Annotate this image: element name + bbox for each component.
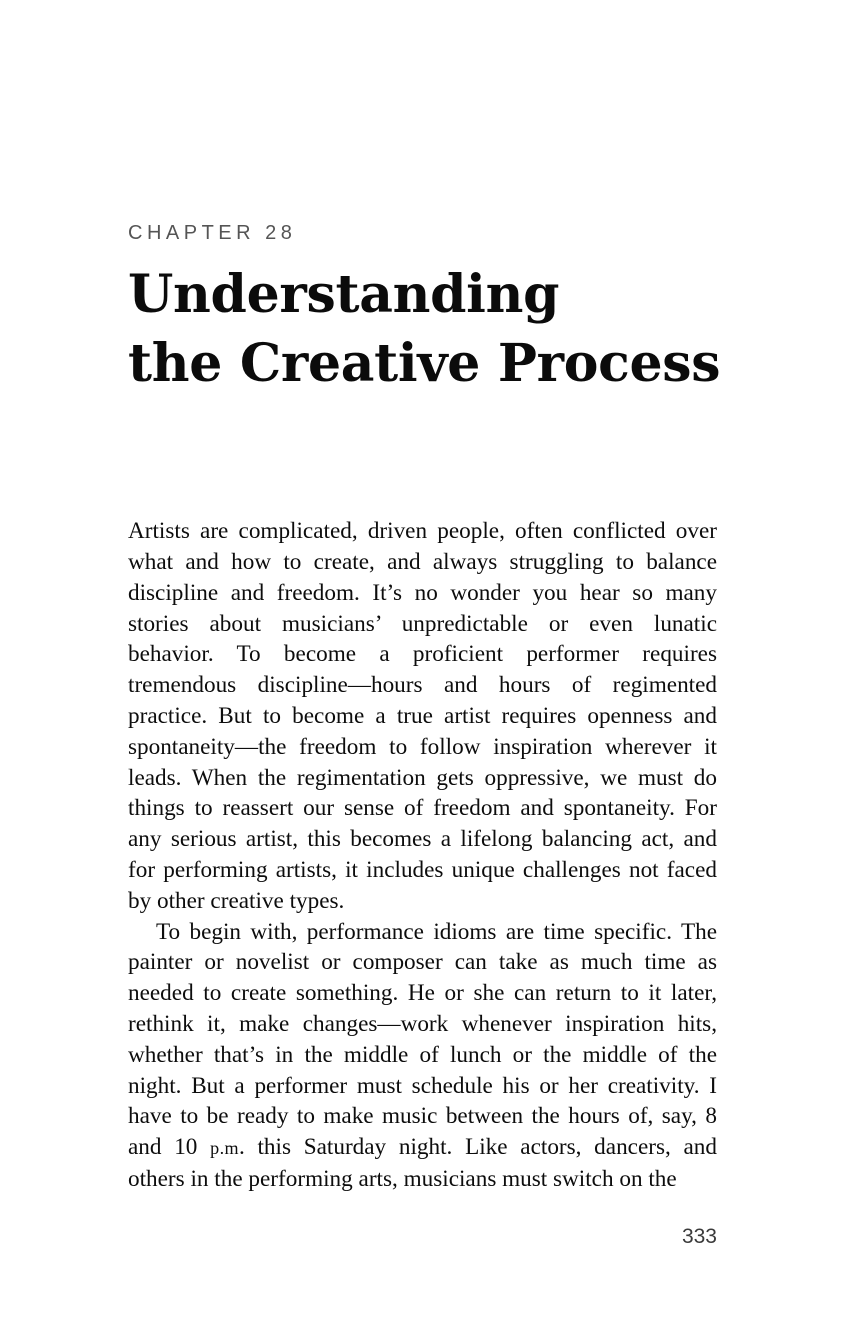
- paragraph-segment-smallcaps: p.m: [210, 1138, 239, 1159]
- paragraph: [128, 917, 717, 1195]
- page-title-line-1: Understanding: [128, 264, 560, 325]
- paragraph-segment: . this Saturday night. Like actors, dancers, and others in the performing arts, musicians must switch on the: [128, 1134, 717, 1192]
- body-text: [128, 516, 717, 1195]
- paragraph: Artists are complicated, driven people, often conflicted over what and how to create, and always struggling to balance discipline and freedom. It’s no wonder you hear so many stories about musicians’ unpredictable or even lunatic behavior. To become a proficient performer requires tremendous discipline—hours and hours of regimented practice. But to become a true artist requires openness and spontaneity—the freedom to follow inspiration wherever it leads. When the regimentation gets oppressive, we must do things to reassert our sense of freedom and spontaneity. For any serious artist, this becomes a lifelong balancing act, and for performing artists, it includes unique challenges not faced by other creative types.: [128, 518, 717, 914]
- page-content: [128, 222, 721, 1195]
- page-number: 333: [681, 1225, 717, 1248]
- page-title: [128, 261, 721, 398]
- paragraph-segment: To begin with, performance idioms are time specific. The painter or novelist or composer can take as much time as needed to create something. He or she can return to it later, rethink it, make changes—work whenever inspiration hits, whether that’s in the middle of lunch or the middle of the night. But a performer must schedule his or her creativity. I have to be ready to make music between the hours of, say, 8 and 10: [128, 918, 717, 1161]
- chapter-label: CHAPTER 28: [128, 222, 297, 244]
- page-title-line-2: the Creative Process: [128, 332, 721, 394]
